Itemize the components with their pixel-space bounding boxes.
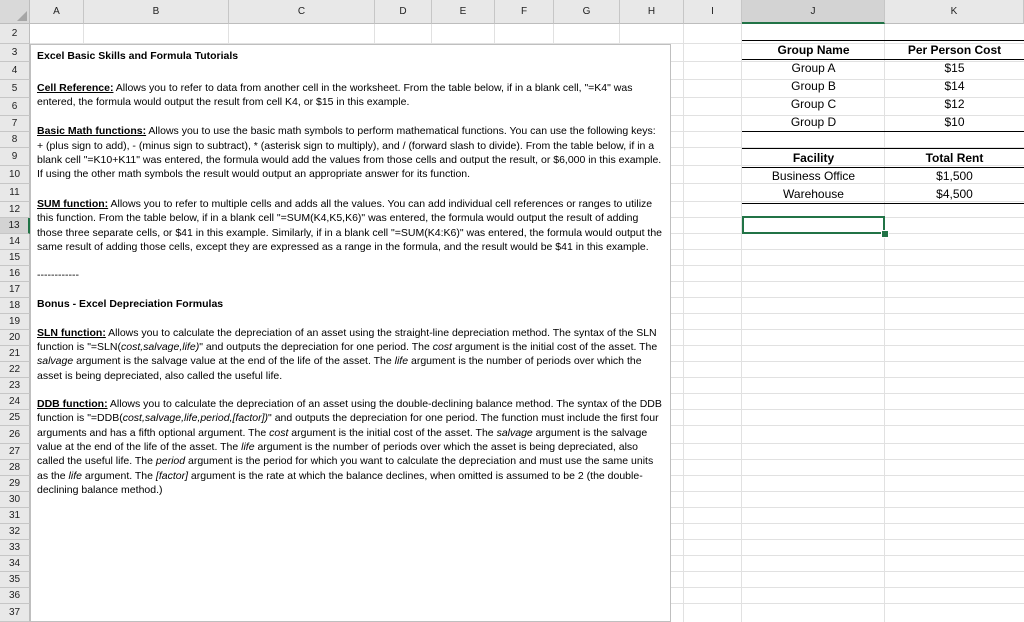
cell-reference-paragraph [37, 81, 664, 110]
ddb-arg-period: period [155, 455, 186, 468]
ddb-text: argument is the initial cost of the asset. The [288, 426, 497, 439]
row-header[interactable]: 17 [0, 282, 30, 298]
header-cell[interactable]: Group Name [777, 43, 850, 57]
ddb-text: " and outputs the depreciation for one period. The function must include the first four arguments and has a fifth optional argument. The [37, 412, 659, 439]
basic-math-label: Basic Math functions: [37, 125, 147, 138]
column-header-a[interactable]: A [30, 0, 84, 24]
table-row [742, 185, 1024, 204]
ddb-text: argument is the period for which you want to calculate the depreciation and must use the same units as the [37, 455, 654, 482]
table-cell[interactable]: Group B [791, 79, 836, 93]
row-header[interactable]: 25 [0, 410, 30, 426]
row-header[interactable]: 28 [0, 460, 30, 476]
row-header-selected[interactable]: 13 [0, 218, 30, 234]
row-header[interactable]: 14 [0, 234, 30, 250]
column-header-h[interactable]: H [620, 0, 684, 24]
header-cell[interactable]: Per Person Cost [907, 43, 1002, 57]
sln-text: argument is the salvage value at the end of the life of the asset. The [73, 355, 395, 368]
row-header[interactable]: 23 [0, 378, 30, 394]
table-header-row [742, 148, 1024, 168]
row-header[interactable]: 21 [0, 346, 30, 362]
ddb-text: argument is the salvage value at the end of the life of the asset. The [37, 426, 648, 454]
column-header-d[interactable]: D [375, 0, 432, 24]
ddb-text: Allows you to calculate the depreciation of an asset using the double-declining balance method. The syntax of the DDB function is "=DDB( [37, 398, 662, 425]
row-header[interactable]: 20 [0, 330, 30, 346]
sum-function-label: SUM function: [37, 197, 109, 210]
table-cell[interactable]: $1,500 [936, 169, 973, 183]
table-row [742, 59, 1024, 77]
active-cell-j13[interactable] [742, 216, 885, 234]
row-header[interactable]: 29 [0, 476, 30, 492]
sum-function-paragraph [37, 197, 664, 254]
row-header[interactable]: 36 [0, 588, 30, 604]
row-header[interactable]: 11 [0, 184, 30, 202]
separator: ------------ [37, 269, 79, 282]
row-header[interactable]: 4 [0, 62, 30, 80]
table-cell[interactable]: $14 [944, 79, 965, 93]
sln-arg-salvage: salvage [37, 355, 74, 368]
column-header-j[interactable]: J [742, 0, 885, 24]
sln-text: argument is the initial cost of the asset. The [451, 340, 658, 353]
row-header[interactable]: 7 [0, 116, 30, 132]
row-header[interactable]: 3 [0, 44, 30, 62]
row-header[interactable]: 5 [0, 80, 30, 98]
basic-math-text: Allows you to use the basic math symbols to perform mathematical functions. You can use the following keys: + (plus sign to add), - (minus sign to subtract), * (asterisk sign to multiply), and / (forward slash to divide). From the table below, if in a blank cell "=K10+K11" was entered, the formula would add the values from those cells and output the result, or $6,000 in this example. If using the other math symbols the result would output an appropriate answer for its function. [37, 125, 662, 181]
ddb-arg-salvage: salvage [496, 426, 533, 439]
ddb-arg-cost: cost [269, 426, 289, 439]
table-cell[interactable]: Group A [791, 61, 836, 75]
ddb-function-label: DDB function: [37, 398, 108, 411]
row-header[interactable]: 19 [0, 314, 30, 330]
row-header[interactable]: 33 [0, 540, 30, 556]
row-header[interactable]: 31 [0, 508, 30, 524]
table-cell[interactable]: Group C [790, 97, 837, 111]
header-cell[interactable]: Facility [792, 151, 835, 165]
table-cell[interactable]: Group D [790, 115, 837, 129]
fill-handle[interactable] [881, 230, 889, 238]
row-header[interactable]: 35 [0, 572, 30, 588]
row-header[interactable]: 27 [0, 444, 30, 460]
column-header-f[interactable]: F [495, 0, 554, 24]
select-all-icon [17, 11, 27, 21]
sln-arg-cost: cost [432, 340, 452, 353]
row-header[interactable]: 12 [0, 202, 30, 218]
bonus-title: Bonus - Excel Depreciation Formulas [37, 298, 224, 311]
row-header[interactable]: 2 [0, 24, 30, 44]
basic-math-paragraph [37, 124, 664, 181]
sln-function-paragraph [37, 326, 664, 383]
table-row [742, 77, 1024, 95]
row-header[interactable]: 32 [0, 524, 30, 540]
table-header-row [742, 40, 1024, 60]
column-header-i[interactable]: I [684, 0, 742, 24]
ddb-text: argument is the number of periods over which the asset is being depreciated, also called the useful life. The [37, 441, 639, 468]
table-cell[interactable]: Warehouse [783, 187, 844, 201]
row-header[interactable]: 30 [0, 492, 30, 508]
ddb-text: argument is the rate at which the balance declines, when omitted is assumed to be 2 (the double-declining balance method.) [37, 469, 643, 496]
sln-arg-life: life [394, 355, 409, 368]
row-header[interactable]: 26 [0, 426, 30, 444]
select-all-corner[interactable] [0, 0, 30, 24]
table-cell[interactable]: $10 [944, 115, 965, 129]
row-header[interactable]: 15 [0, 250, 30, 266]
ddb-arg-life: life [241, 441, 255, 454]
tutorial-title: Excel Basic Skills and Formula Tutorials [37, 50, 239, 62]
ddb-text: argument. The [81, 469, 156, 482]
column-header-k[interactable]: K [885, 0, 1024, 24]
cell-reference-label: Cell Reference: [37, 81, 114, 94]
column-header-b[interactable]: B [84, 0, 229, 24]
row-header[interactable]: 16 [0, 266, 30, 282]
row-header[interactable]: 22 [0, 362, 30, 378]
table-row [742, 95, 1024, 113]
column-header-c[interactable]: C [229, 0, 375, 24]
table-row [742, 167, 1024, 185]
sln-function-label: SLN function: [37, 326, 106, 339]
row-header[interactable]: 8 [0, 132, 30, 148]
tutorial-textbox[interactable] [30, 44, 671, 622]
ddb-syntax: cost,salvage,life,period,[factor]) [122, 412, 269, 425]
row-header[interactable]: 9 [0, 148, 30, 166]
ddb-arg-factor: [factor] [155, 469, 189, 482]
sln-text: Allows you to calculate the depreciation of an asset using the straight-line depreciation method. The syntax of the SLN function is "=SLN( [37, 326, 657, 353]
table-cell[interactable]: Business Office [771, 169, 856, 183]
table-cell[interactable]: $4,500 [936, 187, 973, 201]
table-cell[interactable]: $12 [944, 97, 965, 111]
column-header-e[interactable]: E [432, 0, 495, 24]
header-cell[interactable]: Total Rent [925, 151, 984, 165]
row-header[interactable]: 6 [0, 98, 30, 116]
sln-text: " and outputs the depreciation for one period. The [199, 340, 433, 353]
row-header[interactable]: 37 [0, 604, 30, 622]
sln-syntax: cost,salvage,life) [120, 340, 200, 353]
sln-text: argument is the number of periods over which the asset is being depreciated, also called the useful life. [37, 355, 642, 382]
ddb-function-paragraph [37, 397, 664, 497]
row-header[interactable]: 18 [0, 298, 30, 314]
table-row [742, 113, 1024, 132]
table-cell[interactable]: $15 [944, 61, 965, 75]
cell-reference-text: Allows you to refer to data from another cell in the worksheet. From the table below, if in a blank cell, "=K4" was entered, the formula would output the result from cell K4, or $15 in this example. [37, 81, 633, 108]
sum-function-text: Allows you to refer to multiple cells and adds all the values. You can add individual cell references or ranges to utilize this function. From the table below, if in a blank cell "=SUM(K4,K5,K6)" was entered, the formula would output the result of adding those three separate cells, or $41 in this example. Similarly, if in a blank cell "=SUM(K4:K6)" was entered, the formula would output the same result of adding those cells, except they are expressed as a range in the formula, and the result would be $41 in this example. [37, 197, 663, 253]
ddb-arg-life: life [68, 469, 82, 482]
row-header[interactable]: 10 [0, 166, 30, 184]
row-header[interactable]: 24 [0, 394, 30, 410]
row-header[interactable]: 34 [0, 556, 30, 572]
column-header-g[interactable]: G [554, 0, 620, 24]
